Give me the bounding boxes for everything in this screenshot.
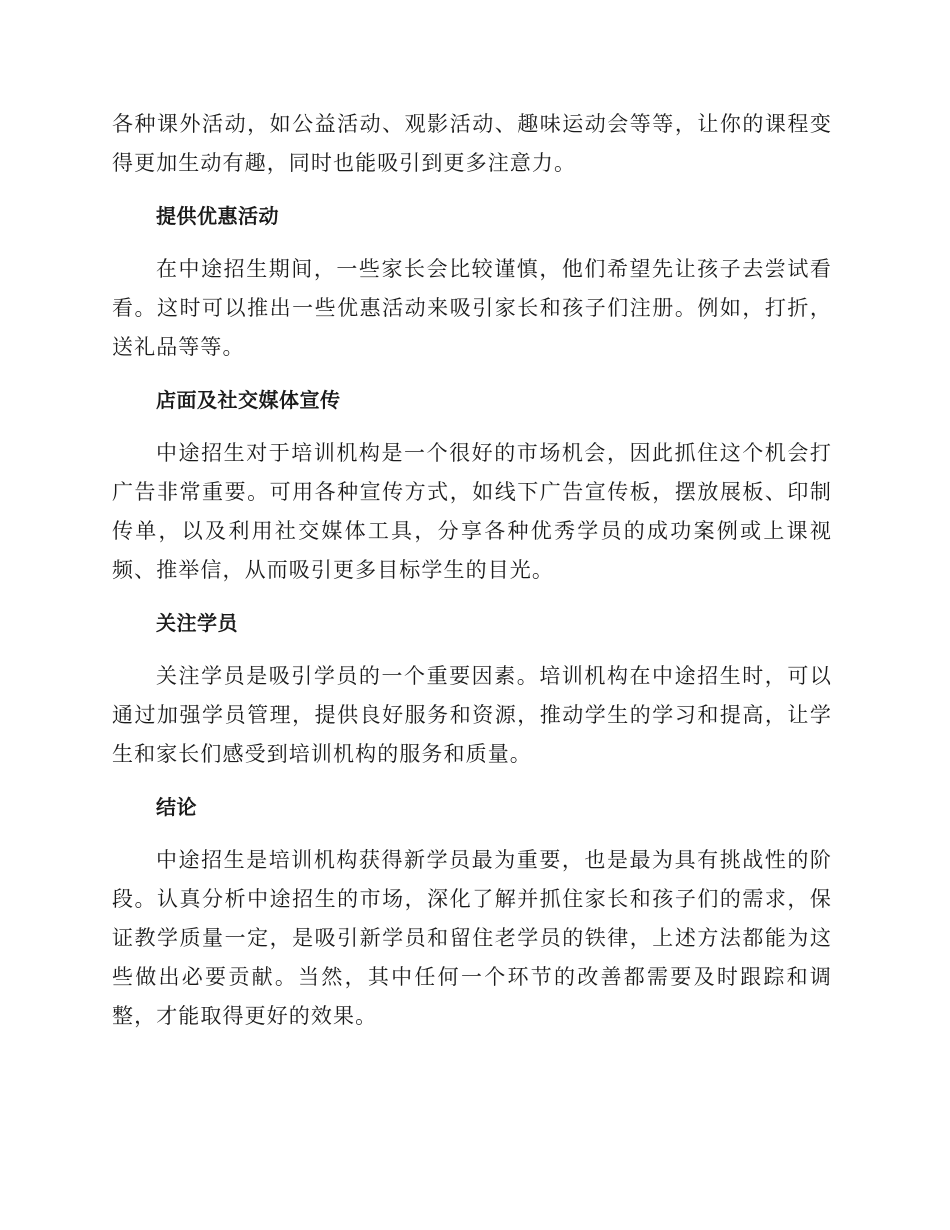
section-heading-focus-on-students: 关注学员 (156, 611, 238, 635)
section-heading-discount-activities: 提供优惠活动 (156, 204, 279, 228)
section-heading-conclusion: 结论 (156, 795, 197, 819)
document-page (112, 105, 832, 1050)
section-paragraph-focus-on-students: 关注学员是吸引学员的一个重要因素。培训机构在中途招生时，可以通过加强学员管理，提供良好服务和资源，推动学生的学习和提高，让学生和家长们感受到培训机构的服务和质量。 (112, 664, 832, 766)
section-heading-store-social-media: 店面及社交媒体宣传 (156, 388, 341, 412)
section-paragraph-conclusion: 中途招生是培训机构获得新学员最为重要，也是最为具有挑战性的阶段。认真分析中途招生的市场，深化了解并抓住家长和孩子们的需求，保证教学质量一定，是吸引新学员和留住老学员的铁律，上述方法都能为这些做出必要贡献。当然，其中任何一个环节的改善都需要及时跟踪和调整，才能取得更好的效果。 (112, 848, 832, 1028)
section-paragraph-store-social-media: 中途招生对于培训机构是一个很好的市场机会，因此抓住这个机会打广告非常重要。可用各种宣传方式，如线下广告宣传板，摆放展板、印制传单，以及利用社交媒体工具，分享各种优秀学员的成功案例或上课视频、推举信，从而吸引更多目标学生的目光。 (112, 441, 832, 582)
intro-continuation-paragraph: 各种课外活动，如公益活动、观影活动、趣味运动会等等，让你的课程变得更加生动有趣，同时也能吸引到更多注意力。 (112, 112, 832, 175)
section-paragraph-discount-activities: 在中途招生期间，一些家长会比较谨慎，他们希望先让孩子去尝试看看。这时可以推出一些优惠活动来吸引家长和孩子们注册。例如，打折，送礼品等等。 (112, 257, 832, 359)
